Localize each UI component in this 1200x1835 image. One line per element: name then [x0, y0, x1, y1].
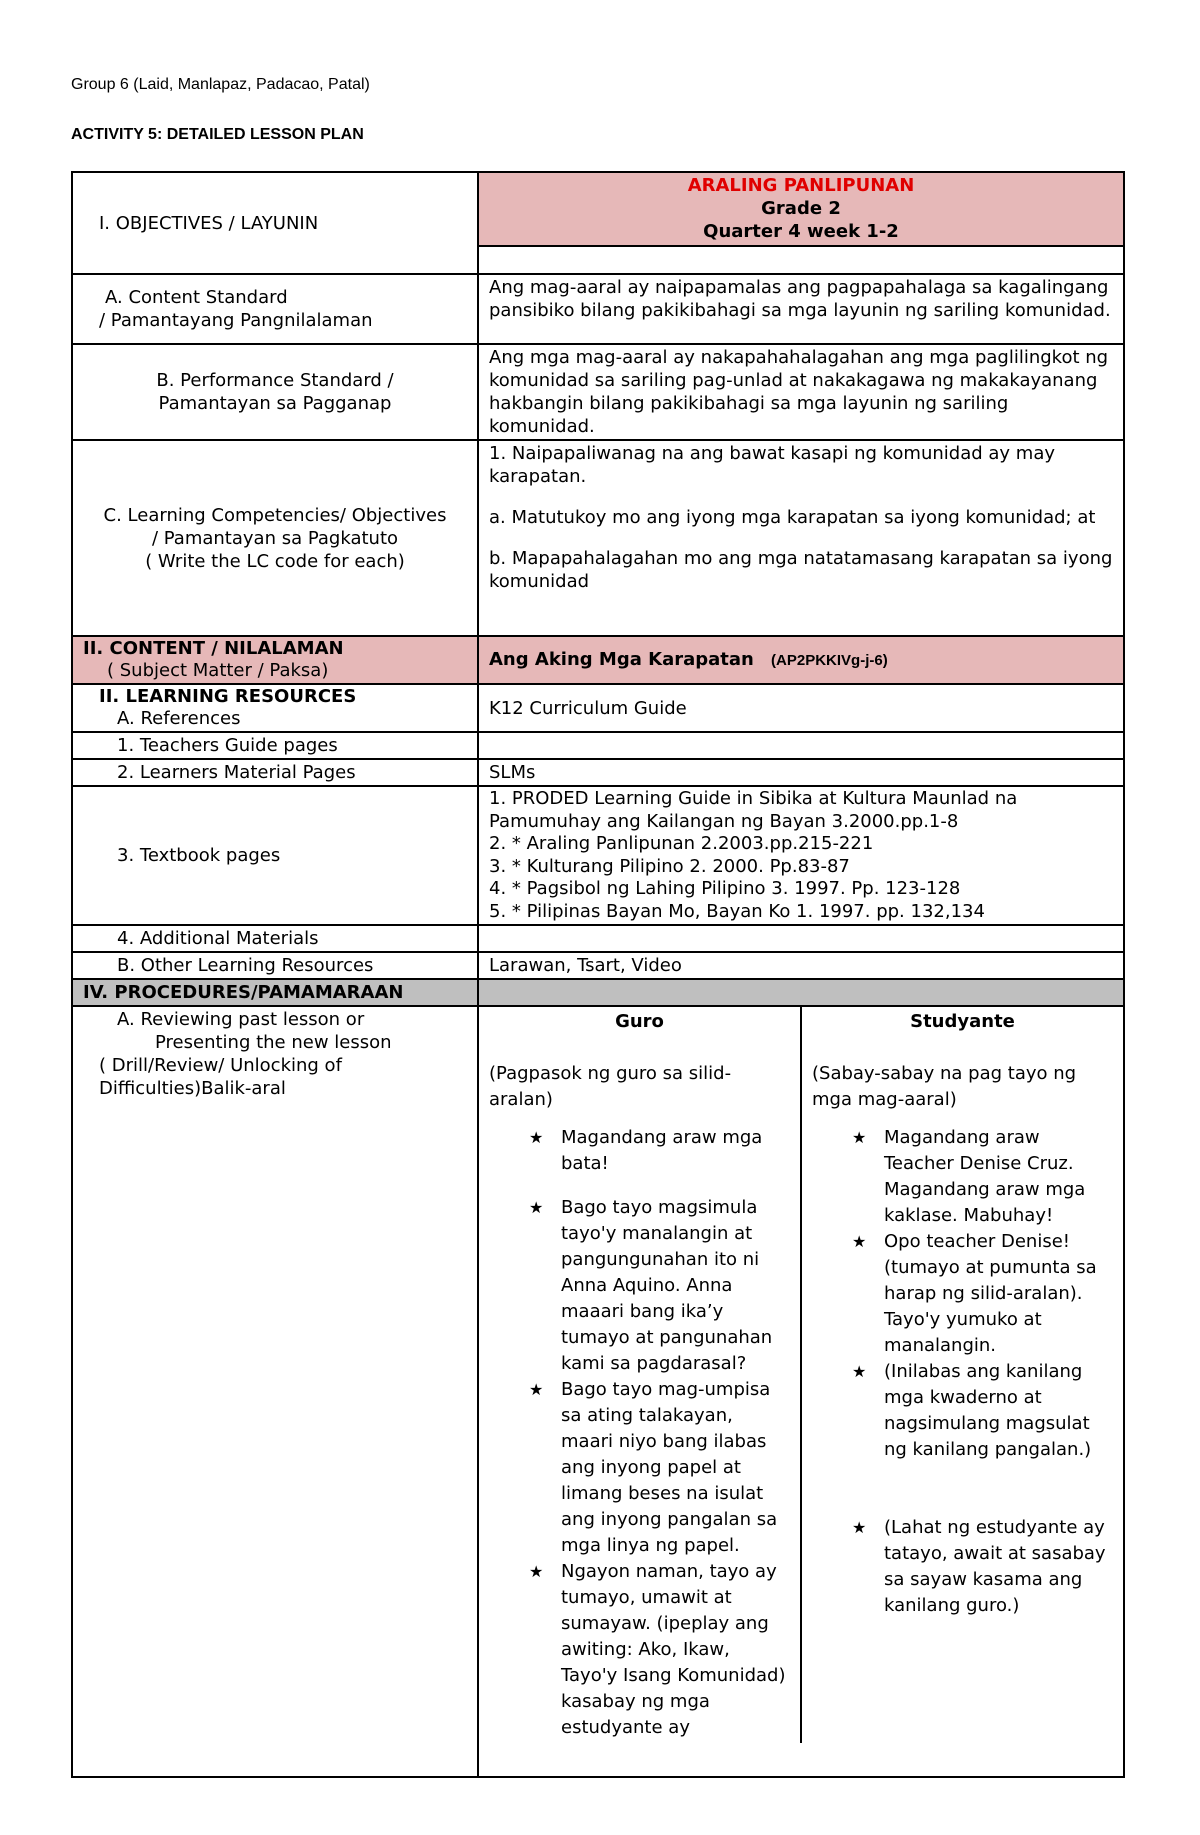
group-members: Group 6 (Laid, Manlapaz, Padacao, Patal) [71, 76, 370, 93]
objectives-label: I. OBJECTIVES / LAYUNIN [72, 172, 478, 274]
content-standard-value: Ang mag-aaral ay naipapamalas ang pagpapahalaga sa kagalingang pansibiko bilang pakikibahagi sa mga layunin ng sariling komunidad. [478, 274, 1124, 344]
subject-header [478, 172, 1124, 246]
guro-list [489, 1125, 790, 1741]
competencies-value [478, 440, 1124, 636]
guro-intro: (Pagpasok ng guro sa silid-aralan) [489, 1063, 732, 1110]
procedures-label: IV. PROCEDURES/PAMAMARAAN [72, 979, 478, 1006]
additional-materials-value [478, 925, 1124, 952]
step-a-label: A. Reviewing past lesson or Presenting the new lesson ( Drill/Review/ Unlocking of Difficulties)Balik-aral [72, 1006, 478, 1777]
list-item: ★ Magandang araw mga bata! [529, 1127, 763, 1174]
guro-studyante-table [479, 1007, 1123, 1743]
textbook-label: 3. Textbook pages [72, 786, 478, 925]
list-item: ★ (Inilabas ang kanilang mga kwaderno at nagsimulang magsulat ng kanilang pangalan.) [852, 1361, 1092, 1460]
procedure-split-cell [478, 1006, 1124, 1777]
star-bullet-icon: ★ [852, 1518, 867, 1537]
textbook-list [478, 786, 1124, 925]
learners-material-value: SLMs [478, 759, 1124, 786]
list-item: ★ (Lahat ng estudyante ay tatayo, await at sasabay sa sayaw kasama ang kanilang guro.) [852, 1517, 1106, 1616]
guro-column [479, 1007, 801, 1743]
list-item: ★ Opo teacher Denise! (tumayo at pumunta sa harap ng silid-aralan). Tayo'y yumuko at manalangin. [852, 1231, 1097, 1356]
competency-item-a: a. Matutukoy mo ang iyong mga karapatan sa iyong komunidad; at [489, 507, 1096, 528]
textbook-item: 5. * Pilipinas Bayan Mo, Bayan Ko 1. 1997. pp. 132,134 [489, 900, 985, 922]
star-bullet-icon: ★ [529, 1198, 544, 1217]
textbook-item: 3. * Kulturang Pilipino 2. 2000. Pp.83-87 [489, 855, 850, 877]
studyante-column [801, 1007, 1123, 1743]
activity-title: ACTIVITY 5: DETAILED LESSON PLAN [71, 126, 364, 143]
performance-standard-value: Ang mga mag-aaral ay nakapahahalagahan ang mga paglilingkot ng komunidad sa sariling pag-unlad at nakakagawa ng makakayanang hakbangin bilang pakikibahagi sa mga layunin ng sariling komunidad. [478, 344, 1124, 440]
list-item: ★ Bago tayo magsimula tayo'y manalangin at pangungunahan ito ni Anna Aquino. Anna maaari bang ika’y tumayo at pangunahan kami sa pagdarasal? [529, 1197, 773, 1374]
references-value: K12 Curriculum Guide [478, 684, 1124, 732]
learners-material-label: 2. Learners Material Pages [72, 759, 478, 786]
list-item: ★ Bago tayo mag-umpisa sa ating talakayan, maari niyo bang ilabas ang inyong papel at limang beses na isulat ang inyong pangalan sa mga linya ng papel. [529, 1379, 778, 1556]
list-item: ★ Magandang araw Teacher Denise Cruz. Magandang araw mga kaklase. Mabuhay! [852, 1127, 1086, 1226]
resources-label: II. LEARNING RESOURCES A. References [72, 684, 478, 732]
list-item: ★ Ngayon naman, tayo ay tumayo, umawit at sumayaw. (ipeplay ang awiting: Ako, Ikaw, Tayo'y Isang Komunidad) kasabay ng mga estudyante ay [529, 1561, 786, 1738]
other-resources-label: B. Other Learning Resources [72, 952, 478, 979]
competency-item-b: b. Mapapahalagahan mo ang mga natatamasang karapatan sa iyong komunidad [489, 548, 1113, 592]
textbook-item: 4. * Pagsibol ng Lahing Pilipino 3. 1997. Pp. 123-128 [489, 878, 961, 899]
star-bullet-icon: ★ [852, 1128, 867, 1147]
empty-cell [478, 246, 1124, 274]
lesson-plan-table [71, 171, 1125, 1778]
quarter-week: Quarter 4 week 1-2 [703, 221, 899, 242]
textbook-item: 1. PRODED Learning Guide in Sibika at Kultura Maunlad na Pamumuhay ang Kailangan ng Bayan 3.2000.pp.1-8 [489, 788, 1018, 832]
content-standard-label: A. Content Standard / Pamantayang Pangnilalaman [72, 274, 478, 344]
content-label: II. CONTENT / NILALAMAN ( Subject Matter / Paksa) [72, 636, 478, 684]
star-bullet-icon: ★ [852, 1232, 867, 1251]
guro-header: Guro [615, 1011, 664, 1032]
competency-item-1: 1. Naipapaliwanag na ang bawat kasapi ng komunidad ay may karapatan. [489, 443, 1055, 487]
competencies-label: C. Learning Competencies/ Objectives / Pamantayan sa Pagkatuto ( Write the LC code for each) [72, 440, 478, 636]
star-bullet-icon: ★ [529, 1562, 544, 1581]
star-bullet-icon: ★ [852, 1362, 867, 1381]
studyante-header: Studyante [910, 1011, 1015, 1032]
procedures-empty [478, 979, 1124, 1006]
grade-level: Grade 2 [761, 198, 841, 219]
star-bullet-icon: ★ [529, 1128, 544, 1147]
subject-title: ARALING PANLIPUNAN [687, 175, 915, 196]
textbook-item: 2. * Araling Panlipunan 2.2003.pp.215-221 [489, 833, 874, 854]
content-topic: Ang Aking Mga Karapatan (AP2PKKIVg-j-6) [478, 636, 1124, 684]
studyante-list [812, 1125, 1113, 1619]
additional-materials-label: 4. Additional Materials [72, 925, 478, 952]
studyante-intro: (Sabay-sabay na pag tayo ng mga mag-aaral) [812, 1063, 1077, 1110]
teachers-guide-value [478, 732, 1124, 759]
performance-standard-label: B. Performance Standard / Pamantayan sa Pagganap [72, 344, 478, 440]
other-resources-value: Larawan, Tsart, Video [478, 952, 1124, 979]
star-bullet-icon: ★ [529, 1380, 544, 1399]
teachers-guide-label: 1. Teachers Guide pages [72, 732, 478, 759]
